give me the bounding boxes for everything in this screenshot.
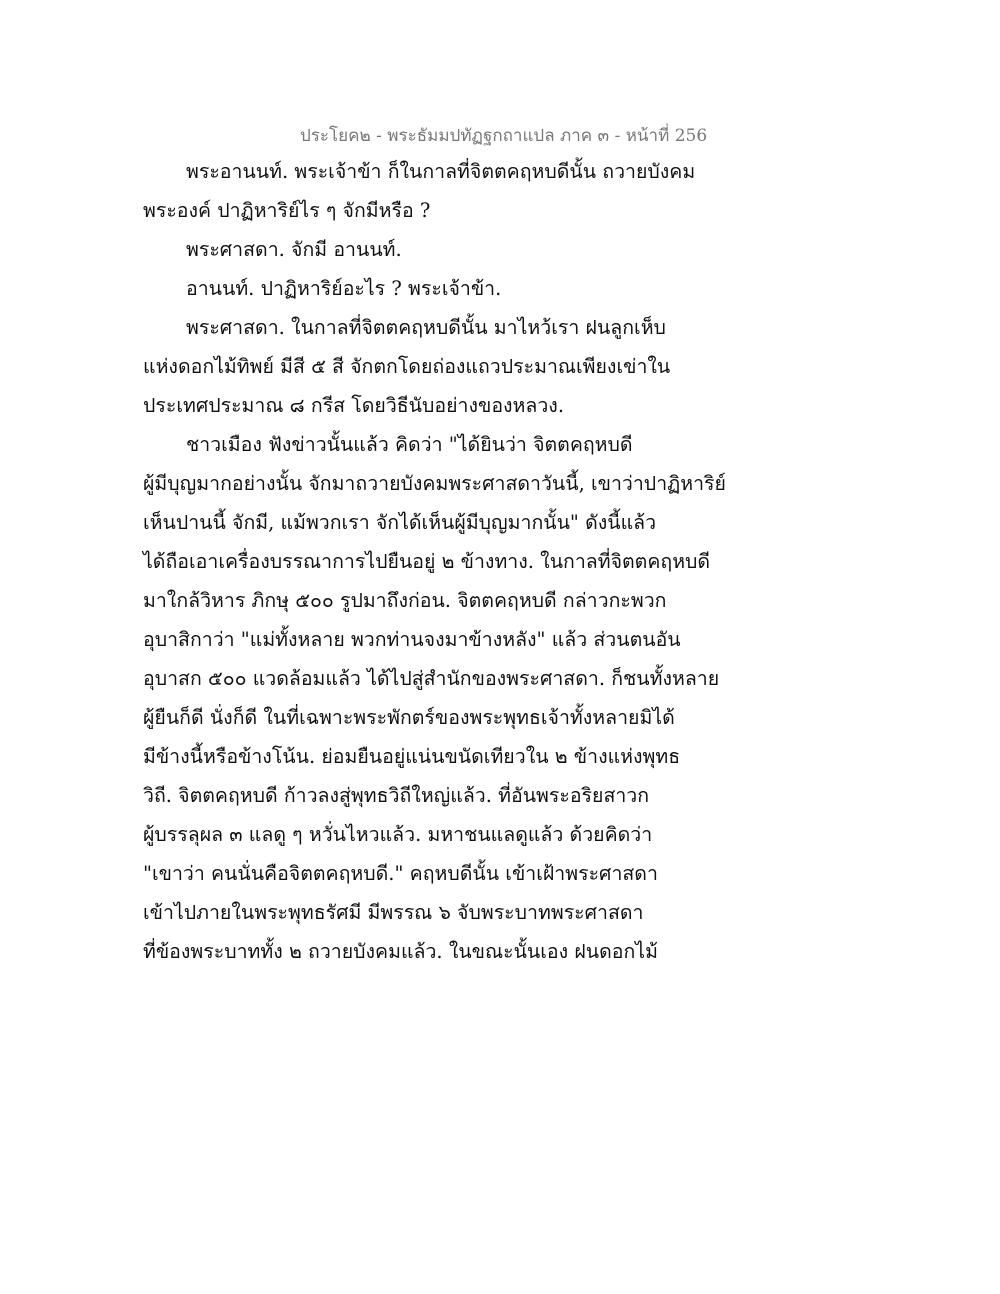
text-line: พระศาสดา. ในกาลที่จิตตคฤหบดีนั้น มาไหว้เรา ฝนลูกเห็บ bbox=[186, 316, 666, 339]
text-line: ที่ข้องพระบาททั้ง ๒ ถวายบังคมแล้ว. ในขณะนั้นเอง ฝนดอกไม้ bbox=[143, 940, 658, 963]
body-text bbox=[143, 152, 743, 971]
text-line: มาใกล้วิหาร ภิกษุ ๕๐๐ รูปมาถึงก่อน. จิตตคฤหบดี กล่าวกะพวก bbox=[143, 589, 667, 612]
text-line: อุบาสก ๕๐๐ แวดล้อมแล้ว ได้ไปสู่สำนักของพระศาสดา. ก็ชนทั้งหลาย bbox=[143, 667, 720, 690]
text-line: เข้าไปภายในพระพุทธรัศมี มีพรรณ ๖ จับพระบาทพระศาสดา bbox=[143, 901, 644, 924]
text-line: แห่งดอกไม้ทิพย์ มีสี ๕ สี จักตกโดยถ่องแถวประมาณเพียงเข่าใน bbox=[143, 355, 671, 378]
text-line: ผู้มีบุญมากอย่างนั้น จักมาถวายบังคมพระศาสดาวันนี้, เขาว่าปาฏิหาริย์ bbox=[143, 472, 726, 495]
text-line: วิถี. จิตตคฤหบดี ก้าวลงสู่พุทธวิถีใหญ่แล้ว. ที่อันพระอริยสาวก bbox=[143, 784, 650, 807]
text-line: อานนท์. ปาฏิหาริย์อะไร ? พระเจ้าข้า. bbox=[186, 277, 502, 300]
text-line: ชาวเมือง ฟังข่าวนั้นแล้ว คิดว่า "ได้ยินว่า จิตตคฤหบดี bbox=[186, 433, 633, 456]
text-line: พระอานนท์. พระเจ้าข้า ก็ในกาลที่จิตตคฤหบดีนั้น ถวายบังคม bbox=[186, 160, 696, 183]
running-header: ประโยค๒ - พระธัมมปทัฏฐกถาแปล ภาค ๓ - หน้าที่ 256 bbox=[300, 126, 708, 146]
text-line: ได้ถือเอาเครื่องบรรณาการไปยืนอยู่ ๒ ข้างทาง. ในกาลที่จิตตคฤหบดี bbox=[143, 550, 711, 573]
text-line: ประเทศประมาณ ๘ กรีส โดยวิธีนับอย่างของหลวง. bbox=[143, 394, 565, 417]
text-line: เห็นปานนี้ จักมี, แม้พวกเรา จักได้เห็นผู้มีบุญมากนั้น" ดังนี้แล้ว bbox=[143, 511, 657, 534]
text-line: พระองค์ ปาฏิหาริย์ไร ๆ จักมีหรือ ? bbox=[143, 199, 431, 222]
text-line: ผู้บรรลุผล ๓ แลดู ๆ หวั่นไหวแล้ว. มหาชนแลดูแล้ว ด้วยคิดว่า bbox=[143, 823, 653, 846]
text-line: ผู้ยืนก็ดี นั่งก็ดี ในที่เฉพาะพระพักตร์ของพระพุทธเจ้าทั้งหลายมิได้ bbox=[143, 706, 675, 729]
text-line: พระศาสดา. จักมี อานนท์. bbox=[186, 238, 402, 261]
text-line: มีข้างนี้หรือข้างโน้น. ย่อมยืนอยู่แน่นขนัดเทียวใน ๒ ข้างแห่งพุทธ bbox=[143, 745, 681, 768]
text-line: อุบาสิกาว่า "แม่ทั้งหลาย พวกท่านจงมาข้างหลัง" แล้ว ส่วนตนอัน bbox=[143, 628, 681, 651]
text-line: "เขาว่า คนนั่นคือจิตตคฤหบดี." คฤหบดีนั้น เข้าเฝ้าพระศาสดา bbox=[143, 862, 658, 885]
